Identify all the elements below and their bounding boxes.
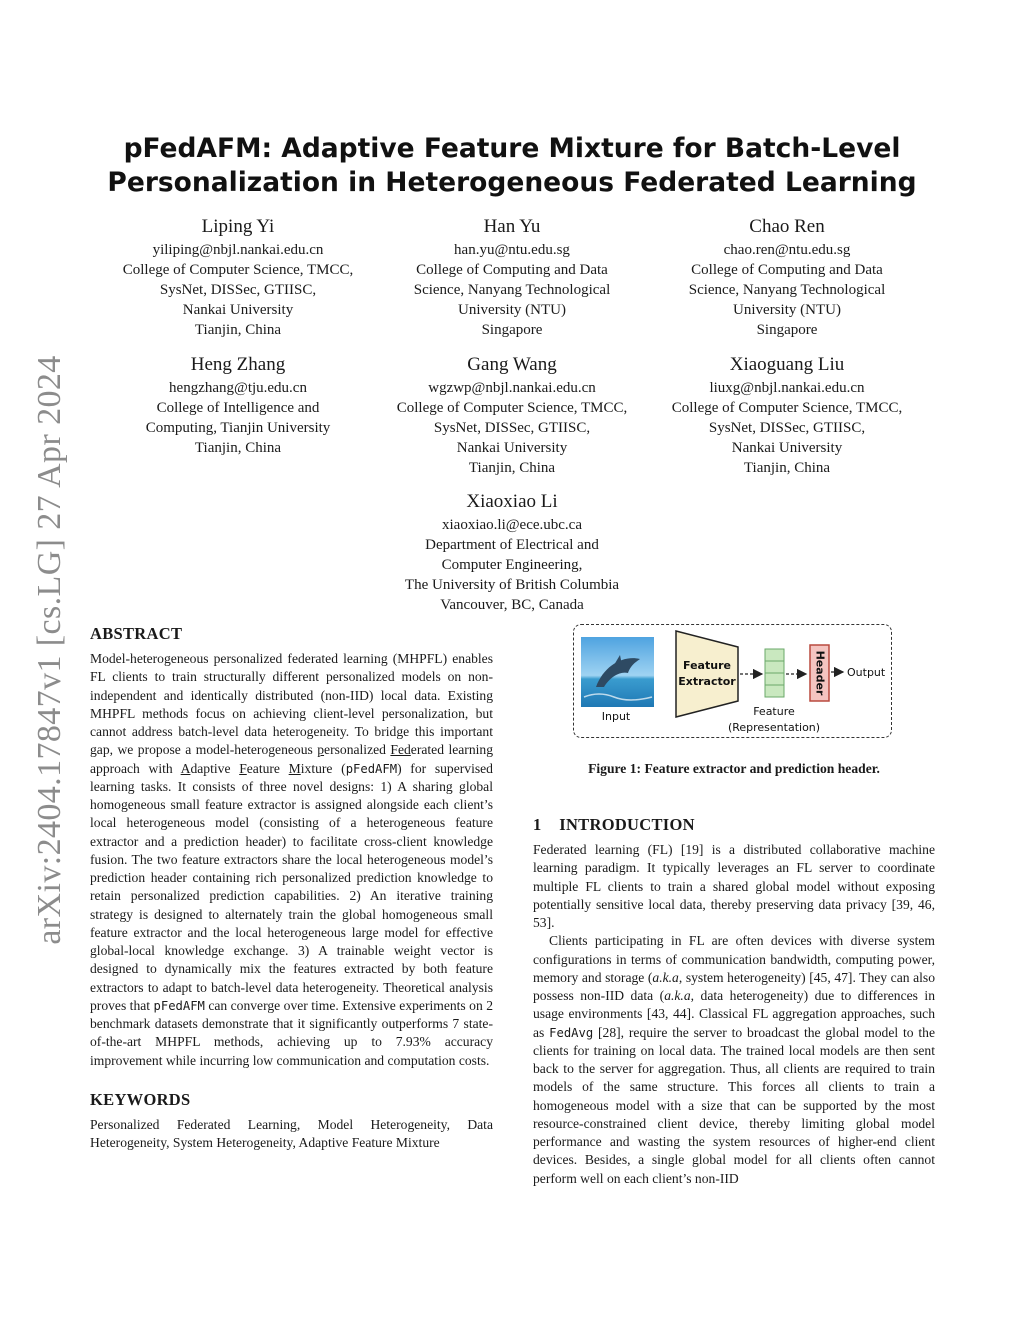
input-label: Input	[601, 710, 631, 723]
introduction-heading: 1 INTRODUCTION	[533, 815, 695, 834]
author-affiliation: College of Intelligence and	[156, 400, 320, 416]
author-block-6	[657, 354, 917, 478]
author-name: Heng Zhang	[190, 354, 286, 375]
author-block-3	[657, 216, 917, 340]
acronym-letter: Fed	[390, 742, 411, 758]
method-name: pFedAFM	[153, 998, 205, 1013]
author-affiliation: College of Computer Science, TMCC,	[122, 262, 354, 278]
abstract-part: can converge over time. Extensive experiments on 2 benchmark datasets demonstrate that it significantly outperforms 7 state-of-the-art MHPFL methods, achieving up to 7.93% accuracy improvement while incurring low communication and computation costs.	[90, 997, 493, 1068]
author-name: Xiaoguang Liu	[729, 354, 845, 375]
author-affiliation: SysNet, DISSec, GTIISC,	[159, 282, 317, 298]
abstract-part: eature	[246, 760, 289, 776]
author-name: Gang Wang	[467, 354, 557, 375]
author-block-1	[108, 216, 368, 340]
feature-extractor-block	[676, 631, 738, 717]
paper-title	[100, 132, 924, 200]
author-affiliation: Science, Nanyang Technological	[413, 282, 611, 298]
acronym-letter: p	[317, 742, 325, 758]
acronym-letter: F	[239, 760, 247, 776]
abstract-section	[90, 624, 493, 1152]
author-location: Tianjin, China	[743, 460, 831, 476]
arxiv-identifier: arXiv:2404.17847v1 [cs.LG] 27 Apr 2024	[31, 355, 68, 945]
author-affiliation: University (NTU)	[458, 302, 566, 318]
author-affiliation: University (NTU)	[733, 302, 841, 318]
author-email: hengzhang@tju.edu.cn	[169, 380, 307, 396]
intro-part: [28], require the server to broadcast the global model to the clients for training on local data. The trained local models are then sent back to the server for aggregation. Thus, all clients are required to train models of the same structure. This forces all clients to train a homogeneous model with a size that can be supported by the most resource-constrained client device, thereby limiting global model performance and wasting the system resources of higher-end client devices. Besides, a single global model for all clients often cannot perform well on each client’s non-IID	[533, 1024, 935, 1186]
author-affiliation: Science, Nanyang Technological	[688, 282, 886, 298]
author-affiliation: College of Computer Science, TMCC,	[671, 400, 903, 416]
author-affiliation: Nankai University	[731, 440, 843, 456]
author-affiliation: College of Computer Science, TMCC,	[396, 400, 628, 416]
author-location: Tianjin, China	[468, 460, 556, 476]
author-name: Xiaoxiao Li	[466, 491, 558, 512]
author-block-4	[108, 354, 368, 458]
dolphin-image-icon	[581, 637, 654, 707]
author-name: Liping Yi	[201, 216, 275, 237]
figure-diagram	[574, 625, 891, 737]
acronym-letter: M	[288, 760, 301, 776]
keywords-text: Personalized Federated Learning, Model Heterogeneity, Data Heterogeneity, System Heterogeneity, Adaptive Feature Mixture	[90, 1116, 493, 1150]
abstract-part: Model-heterogeneous personalized federated learning (MHPFL) enables FL clients to train structurally different personalized models on non-independent and identically distributed (non-IID) local data. Existing MHPFL methods focus on achieving client-level personalization, but cannot address batch-level data heterogeneity. To bridge this important gap, we propose a model-heterogeneous	[90, 651, 493, 758]
abstract-part: ersonalized	[324, 742, 391, 758]
feature-label-line-2: (Representation)	[727, 721, 821, 734]
intro-part: , data heterogeneity) due to differences in usage environments [43, 44]. Classical FL aggregation approaches, such as	[533, 988, 935, 1040]
author-affiliation: Computing, Tianjin University	[145, 420, 331, 436]
intro-italic: a.k.a	[652, 969, 679, 985]
header-label: Header	[813, 650, 827, 696]
author-affiliation: Nankai University	[456, 440, 568, 456]
author-email: han.yu@ntu.edu.sg	[454, 242, 570, 258]
introduction-paragraph-2	[533, 932, 935, 1188]
figure-1-caption: Figure 1: Feature extractor and prediction header.	[588, 761, 880, 776]
author-email: wgzwp@nbjl.nankai.edu.cn	[428, 380, 596, 396]
author-location: Tianjin, China	[194, 440, 282, 456]
introduction-section	[533, 815, 935, 1188]
author-block-5	[382, 354, 642, 478]
author-affiliation: The University of British Columbia	[404, 577, 620, 593]
extractor-label-line-2: Extractor	[678, 675, 736, 688]
author-email: chao.ren@ntu.edu.sg	[723, 242, 851, 258]
author-affiliation: SysNet, DISSec, GTIISC,	[433, 420, 591, 436]
intro-part: , system heterogeneity) [45, 47]. They can also possess non-IID data (	[533, 969, 935, 1003]
author-affiliation: Nankai University	[182, 302, 294, 318]
abstract-part: erated learning approach with	[90, 742, 493, 776]
title-line-1: pFedAFM: Adaptive Feature Mixture for Batch-Level	[123, 133, 901, 164]
abstract-part: daptive	[190, 760, 240, 776]
author-name: Han Yu	[483, 216, 541, 237]
author-block-2	[382, 216, 642, 340]
author-location: Vancouver, BC, Canada	[440, 597, 584, 613]
author-affiliation: College of Computing and Data	[691, 262, 883, 278]
abstract-part: ixture (	[300, 760, 346, 776]
author-name: Chao Ren	[749, 216, 825, 237]
intro-italic: a.k.a	[664, 988, 691, 1003]
author-email: liuxg@nbjl.nankai.edu.cn	[709, 380, 865, 396]
title-line-2: Personalization in Heterogeneous Federated Learning	[107, 167, 917, 198]
output-label: Output	[847, 666, 886, 679]
feature-vector	[765, 649, 784, 697]
author-affiliation: College of Computing and Data	[416, 262, 608, 278]
author-location: Tianjin, China	[194, 322, 282, 338]
author-block-7	[382, 491, 642, 615]
acronym-letter: A	[180, 760, 191, 776]
keywords-heading: KEYWORDS	[90, 1089, 191, 1109]
author-affiliation: Department of Electrical and	[425, 537, 599, 553]
intro-part: Clients participating in FL are often devices with diverse system configurations in terms of communication bandwidth, computing power, memory and storage (	[533, 933, 935, 985]
author-affiliation: SysNet, DISSec, GTIISC,	[708, 420, 866, 436]
feature-label-line-1: Feature	[753, 705, 795, 718]
extractor-label-line-1: Feature	[683, 659, 731, 672]
introduction-paragraph-1: Federated learning (FL) [19] is a distributed collaborative machine learning paradigm. It typically leverages an FL server to coordinate multiple FL clients to train a shared global model without exposing potentially sensitive local data, thereby preserving data privacy [39, 46, 53].	[533, 842, 935, 930]
author-email: xiaoxiao.li@ece.ubc.ca	[442, 517, 582, 533]
method-name: pFedAFM	[345, 761, 398, 776]
abstract-text	[90, 650, 493, 1070]
abstract-part: ) for supervised learning tasks. It consists of three novel designs: 1) A sharing global homogeneous small feature extractor is assigned alongside each client’s local heterogeneous model (consisting of a heterogeneous feature extractor and a prediction header) to facilitate cross-client knowledge fusion. The two feature extractors share the local heterogeneous model’s prediction header containing rich personalized prediction knowledge to retain personalized prediction capabilities. 2) An iterative training strategy is designed to alternately train the global homogeneous small feature extractor and the local heterogeneous large model for effective global-local knowledge exchange. 3) A trainable weight vector is designed to dynamically mix the features extracted by both feature extractors to adapt to batch-level data heterogeneity. Theoretical analysis proves that	[90, 760, 493, 1013]
figure-1	[573, 624, 892, 738]
author-email: yiliping@nbjl.nankai.edu.cn	[152, 242, 324, 258]
author-location: Singapore	[481, 322, 543, 338]
method-name: FedAvg	[549, 1025, 594, 1040]
author-affiliation: Computer Engineering,	[441, 557, 583, 573]
author-location: Singapore	[756, 322, 818, 338]
abstract-heading: ABSTRACT	[90, 624, 183, 643]
